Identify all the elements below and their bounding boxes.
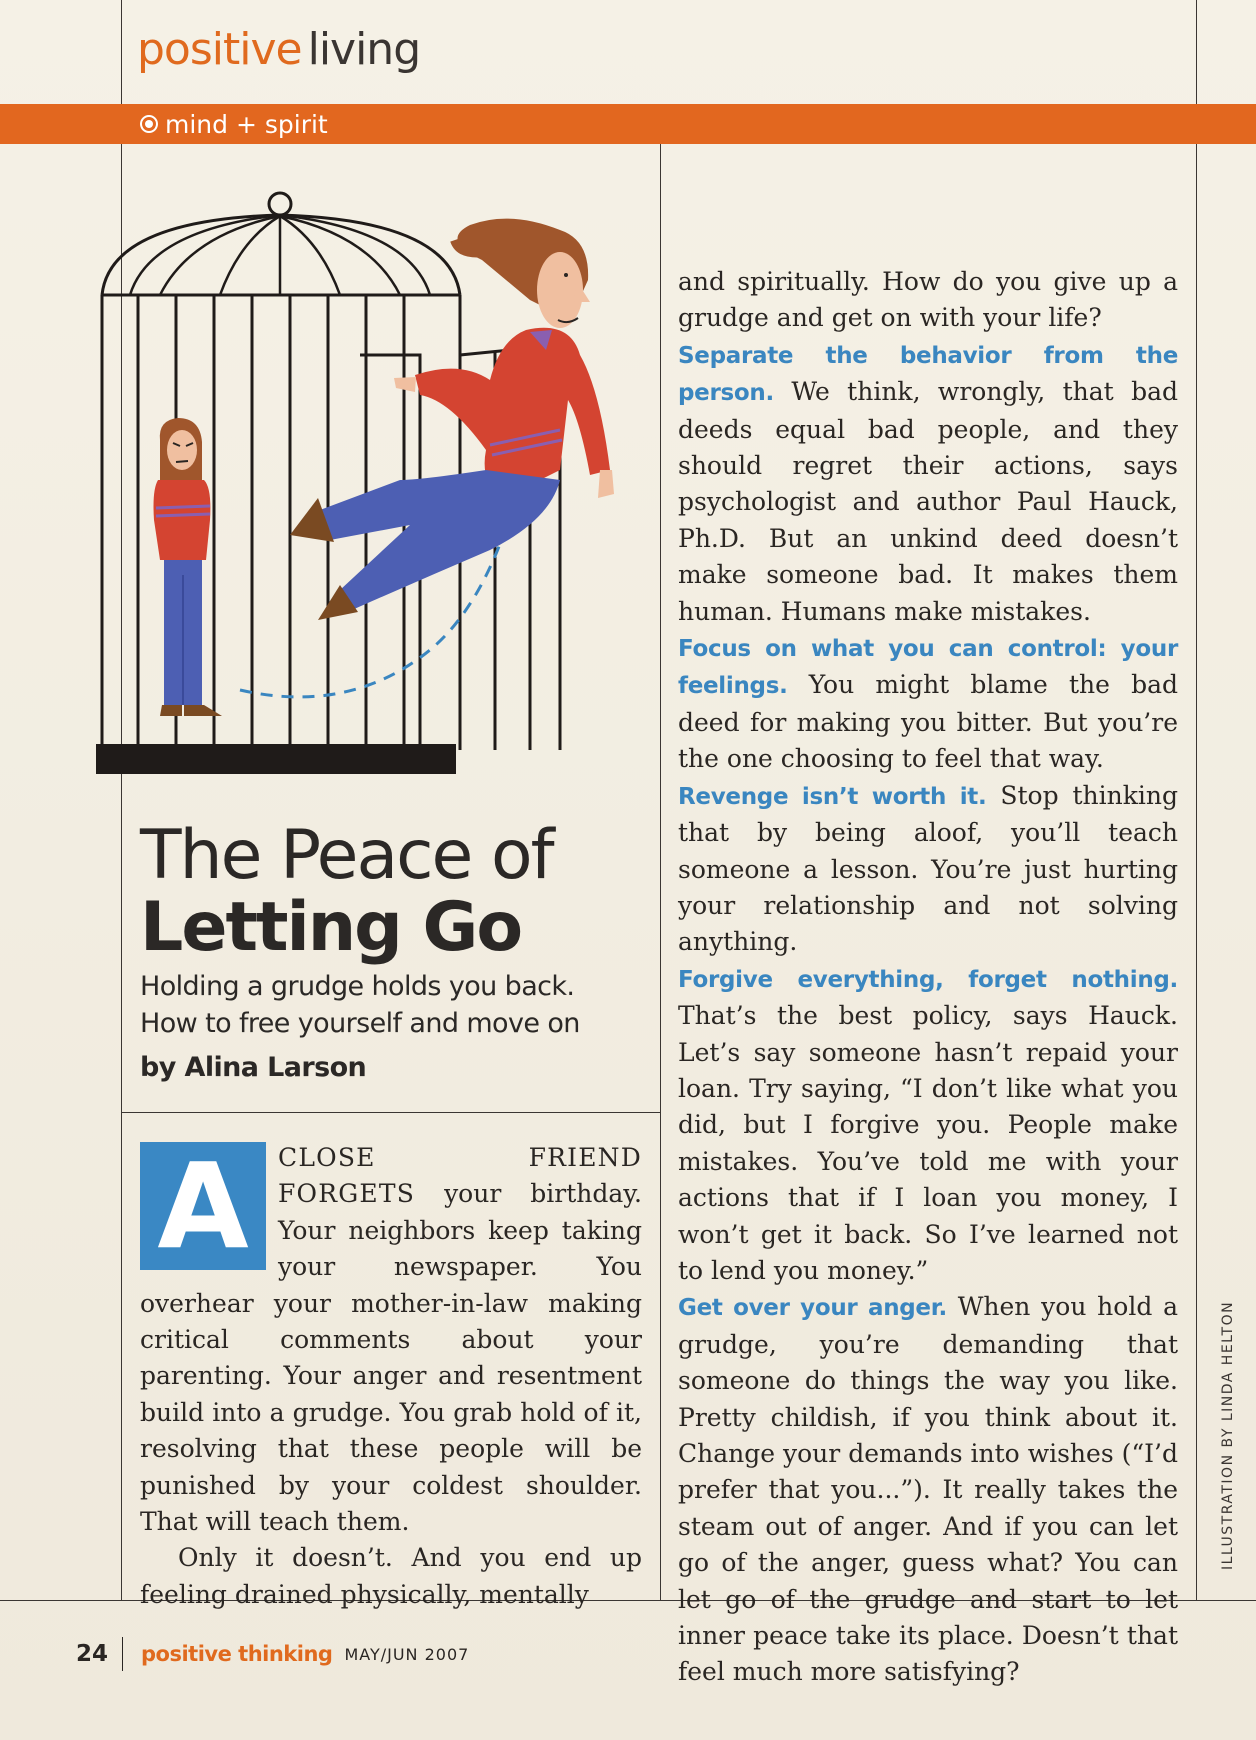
- footer-divider: [122, 1637, 123, 1671]
- page-number: 24: [76, 1641, 109, 1667]
- deck-line-1: Holding a grudge holds you back.: [140, 971, 575, 1002]
- drop-cap: A: [140, 1142, 266, 1270]
- tip-body: That’s the best policy, says Hauck. Let’s say someone hasn’t repaid your loan. Try saying, “I don’t like what you did, but I forgive you. People make mistakes. You’ve told me with your actions that if I loan you money, I won’t get it back. So I’ve learned not to lend you money.”: [678, 1001, 1178, 1285]
- right-body-column: [678, 264, 1178, 1691]
- tip-lead: Forgive everything, forget nothing.: [678, 966, 1178, 993]
- right-intro-paragraph: and spiritually. How do you give up a grudge and get on with your life?: [678, 267, 1178, 333]
- tip-lead: Get over your anger.: [678, 1295, 947, 1322]
- page-footer: [76, 1636, 469, 1672]
- section-word-living: living: [307, 24, 421, 75]
- tip-lead: Focus on what you can control: your feelings.: [678, 636, 1178, 700]
- left-body-column: [140, 1137, 642, 1613]
- tip-body: When you hold a grudge, you’re demanding that someone do things the way you like. Pretty childish, if you think about it. Change your demands into wishes (“I’d prefer that you...”). It really takes the steam out of anger. And if you can let go of the anger, guess what? You can let go of the grudge and start to let inner peace take its place. Doesn’t that feel much more satisfying?: [678, 1292, 1178, 1687]
- subsection-label: [140, 106, 328, 142]
- tip-paragraph: [678, 630, 1178, 778]
- bullseye-icon: [140, 115, 158, 133]
- tip-paragraph: [678, 778, 1178, 961]
- headline-line-2: Letting Go: [140, 888, 522, 967]
- article-headline: [140, 816, 660, 967]
- subsection-text: mind + spirit: [165, 109, 328, 139]
- tip-lead: Revenge isn’t worth it.: [678, 783, 987, 810]
- section-title: [137, 24, 421, 75]
- deck-line-2: How to free yourself and move on: [140, 1008, 580, 1039]
- article-deck: [140, 968, 660, 1042]
- headline-line-1: The Peace of: [140, 816, 553, 895]
- tip-body: Stop thinking that by being aloof, you’ll teach someone a lesson. You’re just hurting your relationship and not solving anything.: [678, 780, 1178, 957]
- issue-date: MAY/JUN 2007: [344, 1644, 470, 1664]
- section-word-positive: positive: [137, 24, 302, 75]
- byline: by Alina Larson: [140, 1052, 367, 1083]
- intro-smallcaps: CLOSE FRIEND FORGETS: [278, 1143, 642, 1209]
- tip-lead: Separate the behavior from the person.: [678, 342, 1178, 407]
- intro-paragraph: [140, 1137, 642, 1540]
- illustration-credit: ILLUSTRATION BY LINDA HELTON: [1220, 1300, 1236, 1570]
- tip-paragraph: [678, 961, 1178, 1290]
- deck-divider-rule: [121, 1112, 660, 1113]
- center-column-rule: [660, 144, 661, 1600]
- tip-body: We think, wrongly, that bad deeds equal bad people, and they should regret their actions, says psychologist and author Paul Hauck, Ph.D. But an unkind deed doesn’t make someone bad. It makes them human. Humans make mistakes.: [678, 377, 1178, 626]
- birdcage-illustration: [90, 180, 650, 790]
- second-paragraph: Only it doesn’t. And you end up feeling drained physically, mentally: [140, 1543, 642, 1609]
- right-column-rule: [1196, 0, 1197, 1600]
- magazine-name: positive thinking: [141, 1642, 333, 1666]
- tip-body: You might blame the bad deed for making you bitter. But you’re the one choosing to feel that way.: [678, 670, 1178, 774]
- tip-paragraph: [678, 1289, 1178, 1690]
- intro-text: your birthday. Your neighbors keep taking your newspaper. You overhear your mother-in-law making critical comments about your parenting. Your anger and resentment build into a grudge. You grab hold of it, resolving that these people will be punished by your coldest shoulder. That will teach them.: [140, 1179, 642, 1537]
- tip-paragraph: [678, 337, 1178, 630]
